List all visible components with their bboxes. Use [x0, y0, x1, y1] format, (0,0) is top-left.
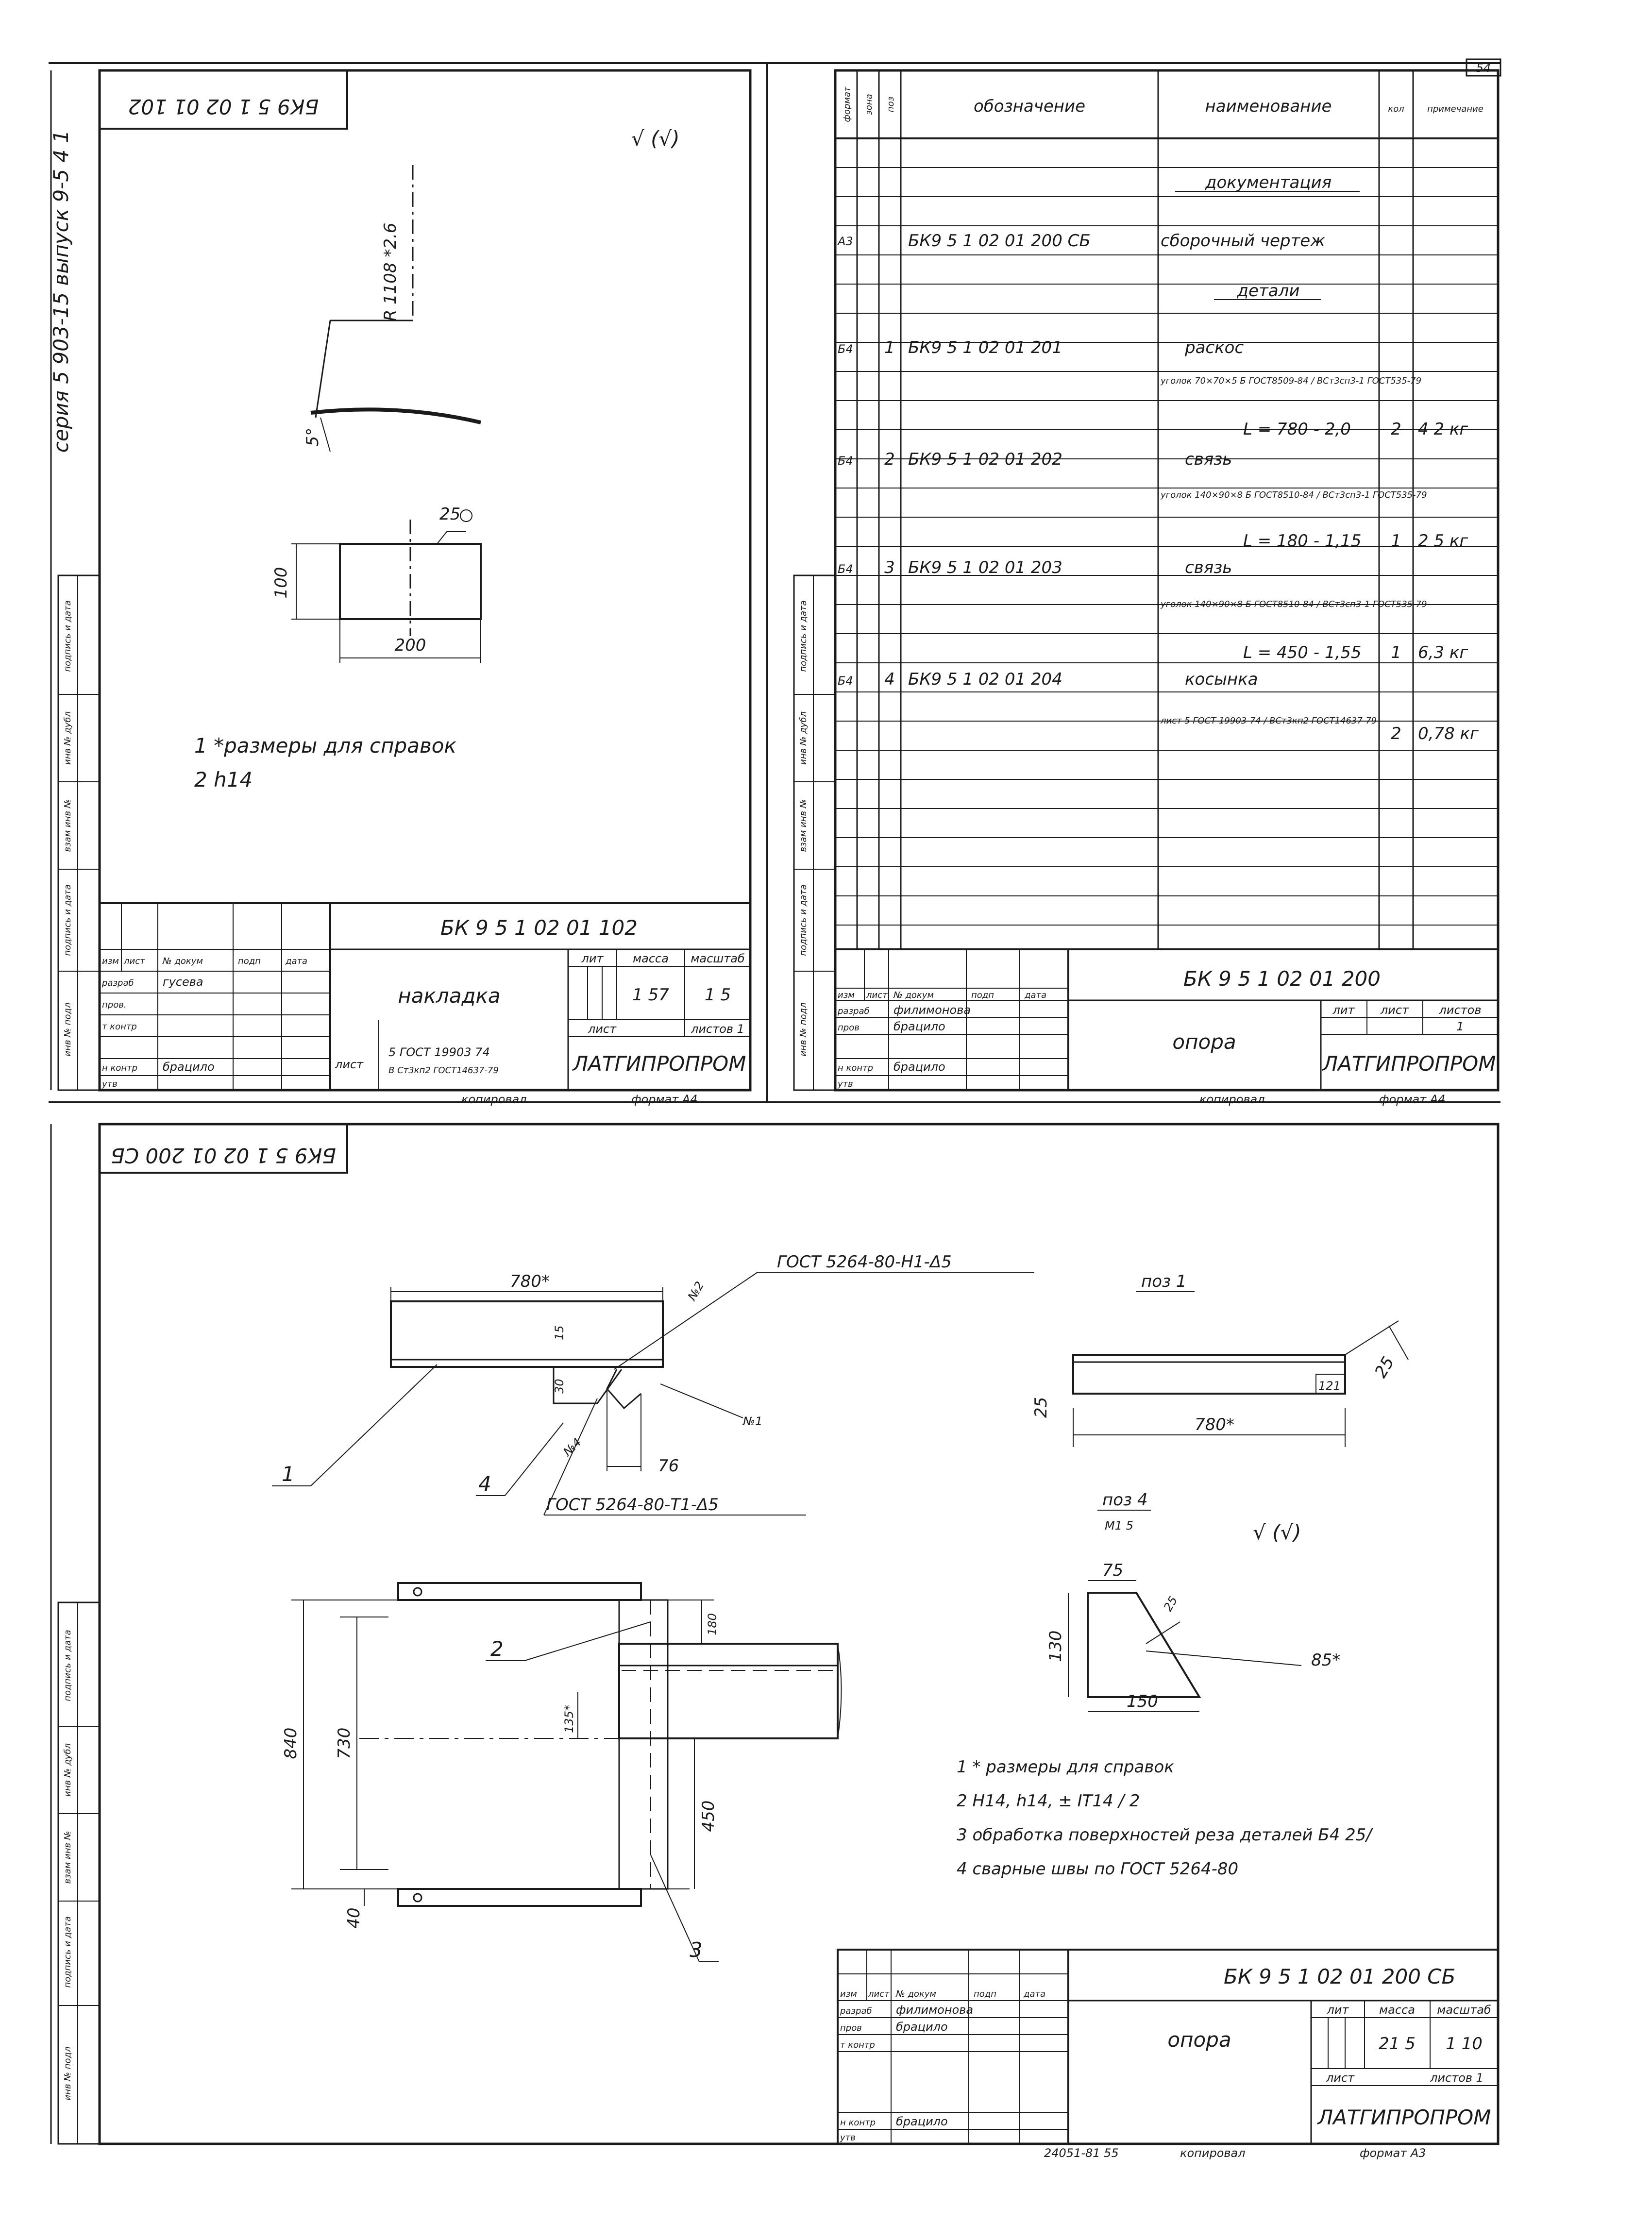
stamp2-code: БК 9 5 1 02 01 200 [1183, 967, 1381, 991]
weld-mark-1: №1 [743, 1415, 763, 1428]
poz4-d130: 130 [1046, 1630, 1065, 1662]
sheet1-stamp [100, 903, 750, 1090]
spec-row-11-kol: 1 [1391, 643, 1401, 662]
stamp2-title: опора [1172, 1030, 1236, 1054]
stamp1-h-lit: лит [581, 952, 604, 965]
stamp1-h-izm: изм [102, 956, 119, 966]
sheet3-note-4: 4 сварные швы по ГОСТ 5264-80 [957, 1859, 1239, 1879]
stamp3-r-utv: утв [840, 2133, 856, 2143]
stamp1-r-tkontr: т контр [102, 1022, 137, 1032]
angle-label: 5° [303, 427, 322, 447]
spec-row-12-oboz: БК9 5 1 02 01 204 [908, 670, 1062, 689]
stamp3-code: БК 9 5 1 02 01 200 СБ [1224, 1965, 1456, 1988]
spec-row-13-name: лист 5 ГОСТ 19903-74 / ВСт3кп2 ГОСТ14637-79 [1161, 716, 1377, 726]
s2-side-label-5: инв № подл [798, 1002, 809, 1057]
stamp1-h-masshtab: масштаб [691, 952, 745, 965]
side-label-3: взам инв № [63, 799, 73, 852]
sheet3-note-1: 1 * размеры для справок [957, 1757, 1174, 1777]
stamp2-list: лист [1380, 1003, 1409, 1017]
stamp1-h-list2: лист [588, 1022, 617, 1036]
stamp3-h-data: дата [1024, 1989, 1045, 1999]
stamp1-h-listov: листов 1 [691, 1022, 744, 1036]
stamp1-org: ЛАТГИПРОПРОМ [573, 1052, 746, 1076]
s3-side-label-2: инв № дубл [63, 1743, 73, 1797]
side-label-5: инв № подл [63, 1002, 73, 1057]
sheet1-note-2: 2 h14 [194, 768, 253, 792]
stamp3-n-prov: брацило [896, 2020, 948, 2034]
spec-row-8-kol: 1 [1391, 531, 1401, 551]
stamp3-r-tkontr: т контр [840, 2040, 875, 2050]
sheet1-format: формат А4 [631, 1093, 698, 1106]
spec-row-8-prim: 2 5 кг [1418, 531, 1468, 551]
spec-row-11-name: L = 450 - 1,55 [1243, 643, 1362, 662]
stamp1-material-2: В Ст3кп2 ГОСТ14637-79 [388, 1065, 499, 1076]
spec-h-naim: наименование [1205, 97, 1332, 116]
spec-row-9-format: Б4 [838, 562, 853, 576]
spec-row-6-format: Б4 [838, 454, 853, 468]
spec-row-10-name: уголок 140×90×8 Б ГОСТ8510-84 / ВСт3сп3-1 ГОСТ535-79 [1161, 599, 1427, 609]
poz4-d75: 75 [1102, 1561, 1124, 1580]
stamp1-n-nkontr: брацило [163, 1060, 215, 1074]
spec-row-6-poz: 2 [884, 450, 895, 469]
stamp1-code: БК 9 5 1 02 01 102 [440, 916, 638, 940]
spec-row-6-name: связь [1185, 450, 1232, 469]
stamp3-h-ndokum: № докум [896, 1989, 937, 1999]
s2-side-label-3: взам инв № [798, 799, 809, 852]
s3-side-label-3: взам инв № [63, 1831, 73, 1884]
spec-row-3-name: раскос [1185, 338, 1244, 357]
stamp1-r-nkontr: н контр [102, 1063, 138, 1073]
stamp2-h-data: дата [1025, 990, 1046, 1000]
dim-top-len: 780* [510, 1272, 550, 1291]
stamp2-r-prov: пров [838, 1023, 860, 1033]
stamp1-material-label: лист [335, 1058, 364, 1071]
spec-row-0-name: документация [1205, 173, 1332, 192]
callout-2: 2 [490, 1637, 504, 1661]
stamp3-n-nkontr: брацило [896, 2115, 948, 2128]
sheet1-code-rotated: БК9 5 1 02 01 102 [128, 95, 319, 118]
sheet1-roughness: √ (√) [631, 127, 680, 151]
sheet-1 [49, 70, 750, 1106]
spec-row-4-name: уголок 70×70×5 Б ГОСТ8509-84 / ВСт3сп3-1 ГОСТ535-79 [1161, 376, 1422, 386]
dim-d76: 76 [658, 1456, 679, 1476]
spec-row-8-name: L = 180 - 1,15 [1243, 531, 1362, 551]
spec-row-3-format: Б4 [838, 342, 853, 356]
spec-row-1-oboz: БК9 5 1 02 01 200 СБ [908, 231, 1091, 251]
spec-row-6-oboz: БК9 5 1 02 01 202 [908, 450, 1062, 469]
sheet3-kopiroval: копировал [1180, 2146, 1246, 2160]
s2-side-label-2: инв № дубл [798, 711, 809, 765]
s2-side-label-1: подпись и дата [798, 600, 809, 672]
dim-d30: 30 [553, 1379, 566, 1394]
stamp1-r-prov: пров. [102, 1000, 127, 1010]
dim-height: 100 [271, 567, 291, 599]
poz4-scale: М1 5 [1105, 1519, 1133, 1533]
spec-row-9-poz: 3 [884, 558, 895, 577]
spec-row-7-name: уголок 140×90×8 Б ГОСТ8510-84 / ВСт3сп3-1 ГОСТ535-79 [1161, 490, 1427, 500]
sheet3-code-rotated: БК9 5 1 02 01 200 СБ [110, 1144, 337, 1167]
weld-symbol: 25 [439, 505, 461, 524]
dim-width: 200 [394, 636, 426, 655]
spec-row-9-oboz: БК9 5 1 02 01 203 [908, 558, 1062, 577]
stamp3-h-lit: лит [1327, 2003, 1349, 2017]
dim-d450: 450 [699, 1800, 718, 1832]
stamp1-h-data: дата [286, 956, 307, 966]
spec-row-5-name: L = 780 - 2,0 [1243, 420, 1351, 439]
stamp1-r-utv: утв [102, 1079, 118, 1089]
stamp1-h-ndokum: № докум [163, 956, 203, 966]
stamp3-listov: листов 1 [1430, 2071, 1483, 2085]
stamp2-r-razrab: разраб [838, 1006, 870, 1016]
spec-row-5-kol: 2 [1391, 420, 1401, 439]
spec-row-9-name: связь [1185, 558, 1232, 577]
sheet-3 [51, 1124, 1498, 2160]
poz4-d150: 150 [1127, 1692, 1158, 1711]
s3-side-label-1: подпись и дата [63, 1630, 73, 1701]
sheet3-note-2: 2 Н14, h14, ± IT14 / 2 [957, 1791, 1140, 1811]
stamp2-listov-value: 1 [1456, 1020, 1464, 1033]
sheet1-note-1: 1 *размеры для справок [194, 734, 456, 758]
spec-h-poz: поз [886, 96, 896, 113]
stamp2-lit: лит [1332, 1003, 1355, 1017]
dim-d840: 840 [281, 1727, 301, 1759]
weld-top: ГОСТ 5264-80-Н1-Δ5 [777, 1252, 952, 1272]
dim-d40: 40 [344, 1907, 364, 1929]
poz1-d25a: 25 [1031, 1397, 1051, 1418]
stamp1-r-razrab: разраб [102, 978, 134, 988]
spec-row-12-format: Б4 [838, 674, 853, 688]
sheet1-kopiroval: копировал [461, 1093, 527, 1106]
spec-h-format: формат [842, 86, 852, 122]
callout-4: 4 [478, 1472, 491, 1496]
stamp2-r-nkontr: н контр [838, 1063, 874, 1073]
stamp2-h-podp: подп [971, 990, 994, 1000]
stamp3-h-massa: масса [1379, 2003, 1415, 2017]
stamp3-h-masshtab: масштаб [1437, 2003, 1491, 2017]
spec-h-oboz: обозначение [974, 97, 1085, 116]
stamp3-h-podp: подп [974, 1989, 996, 1999]
poz4-label: поз 4 [1102, 1490, 1148, 1510]
stamp2-r-utv: утв [838, 1079, 853, 1089]
stamp2-n-prov: брацило [893, 1020, 945, 1033]
poz1-len: 780* [1195, 1415, 1234, 1434]
sheet2-kopiroval: копировал [1199, 1093, 1265, 1106]
stamp1-h-list: лист [124, 956, 145, 966]
stamp3-h-list2: лист [1326, 2071, 1355, 2085]
spec-row-1-name: сборочный чертеж [1161, 231, 1325, 251]
stamp3-title: опора [1167, 2028, 1231, 2052]
stamp3-r-nkontr: н контр [840, 2118, 876, 2128]
stamp3-h-izm: изм [840, 1989, 857, 1999]
spec-row-12-poz: 4 [884, 670, 895, 689]
spec-row-5-prim: 4 2 кг [1418, 420, 1468, 439]
spec-row-1-format: А3 [838, 235, 853, 248]
poz1-angle: 121 [1318, 1379, 1341, 1393]
radius-label: R 1108 *2.6 [381, 222, 400, 321]
dim-d15: 15 [553, 1325, 566, 1340]
sheet3-format: формат А3 [1360, 2146, 1426, 2160]
stamp2-h-list: лист [866, 990, 888, 1000]
stamp1-n-razrab: гусева [163, 975, 203, 989]
spec-row-3-oboz: БК9 5 1 02 01 201 [908, 338, 1062, 357]
side-label-2: инв № дубл [63, 711, 73, 765]
stamp3-massa: 21 5 [1379, 2034, 1416, 2054]
spec-row-13-prim: 0,78 кг [1418, 724, 1479, 743]
dim-d730: 730 [335, 1727, 354, 1759]
spec-row-3-poz: 1 [884, 338, 895, 357]
sheet-2 [794, 70, 1498, 1106]
s2-side-label-4: подпись и дата [798, 884, 809, 956]
page-number: 54 [1476, 61, 1491, 75]
spec-h-kol: кол [1388, 104, 1404, 114]
stamp1-h-podp: подп [238, 956, 261, 966]
stamp3-n-razrab: филимонова [896, 2003, 974, 2017]
stamp1-h-massa: масса [633, 952, 669, 965]
spec-h-zona: зона [864, 94, 874, 115]
stamp1-massa: 1 57 [632, 985, 669, 1005]
series-label: серия 5 903-15 выпуск 9-5 4 1 [49, 130, 73, 453]
side-label-1: подпись и дата [63, 600, 73, 672]
sheet3-note-3: 3 обработка поверхностей реза деталей Б4 25/ [957, 1825, 1372, 1845]
stamp3-masshtab: 1 10 [1446, 2034, 1483, 2054]
stamp1-masshtab: 1 5 [704, 985, 731, 1005]
sheet2-stamp [835, 949, 1498, 1090]
poz4-weld: 25 [1161, 1594, 1180, 1614]
stamp3-org: ЛАТГИПРОПРОМ [1317, 2105, 1491, 2129]
stamp2-listov: листов [1439, 1003, 1482, 1017]
stamp1-material-1: 5 ГОСТ 19903 74 [388, 1045, 490, 1059]
spec-h-prim: примечание [1427, 104, 1483, 114]
poz1-label: поз 1 [1141, 1272, 1187, 1291]
poz4-d85: 85* [1311, 1650, 1341, 1670]
poz1-d25b: 25 [1371, 1353, 1399, 1381]
spec-row-12-name: косынка [1185, 670, 1258, 689]
sheet3-stamp [838, 1950, 1498, 2144]
s3-side-label-4: подпись и дата [63, 1916, 73, 1988]
stamp3-r-prov: пров [840, 2023, 862, 2033]
side-label-4: подпись и дата [63, 884, 73, 956]
stamp2-n-nkontr: брацило [893, 1060, 945, 1074]
s3-side-label-5: инв № подл [63, 2046, 73, 2101]
stamp2-n-razrab: филимонова [893, 1003, 971, 1017]
callout-3: 3 [690, 1938, 703, 1962]
stamp2-org: ЛАТГИПРОПРОМ [1322, 1052, 1496, 1076]
stamp3-r-razrab: разраб [840, 2006, 872, 2016]
weld-mark-4: №4 [560, 1435, 584, 1459]
dim-d135: 135* [562, 1705, 576, 1733]
dim-d180: 180 [706, 1613, 719, 1635]
poz4-roughness: √ (√) [1253, 1520, 1301, 1544]
spec-row-13-kol: 2 [1391, 724, 1401, 743]
spec-row-11-prim: 6,3 кг [1418, 643, 1468, 662]
weld-bottom: ГОСТ 5264-80-Т1-Δ5 [546, 1495, 719, 1515]
stamp3-h-list: лист [868, 1989, 890, 1999]
sheet2-format: формат А4 [1379, 1093, 1446, 1106]
weld-mark-2: №2 [685, 1279, 707, 1303]
stamp1-title: накладка [398, 984, 501, 1008]
callout-1: 1 [282, 1462, 295, 1486]
stamp2-h-ndokum: № докум [893, 990, 934, 1000]
sheet3-footer-code: 24051-81 55 [1044, 2146, 1119, 2160]
stamp2-h-izm: изм [838, 990, 855, 1000]
spec-row-2-name: детали [1237, 281, 1300, 301]
